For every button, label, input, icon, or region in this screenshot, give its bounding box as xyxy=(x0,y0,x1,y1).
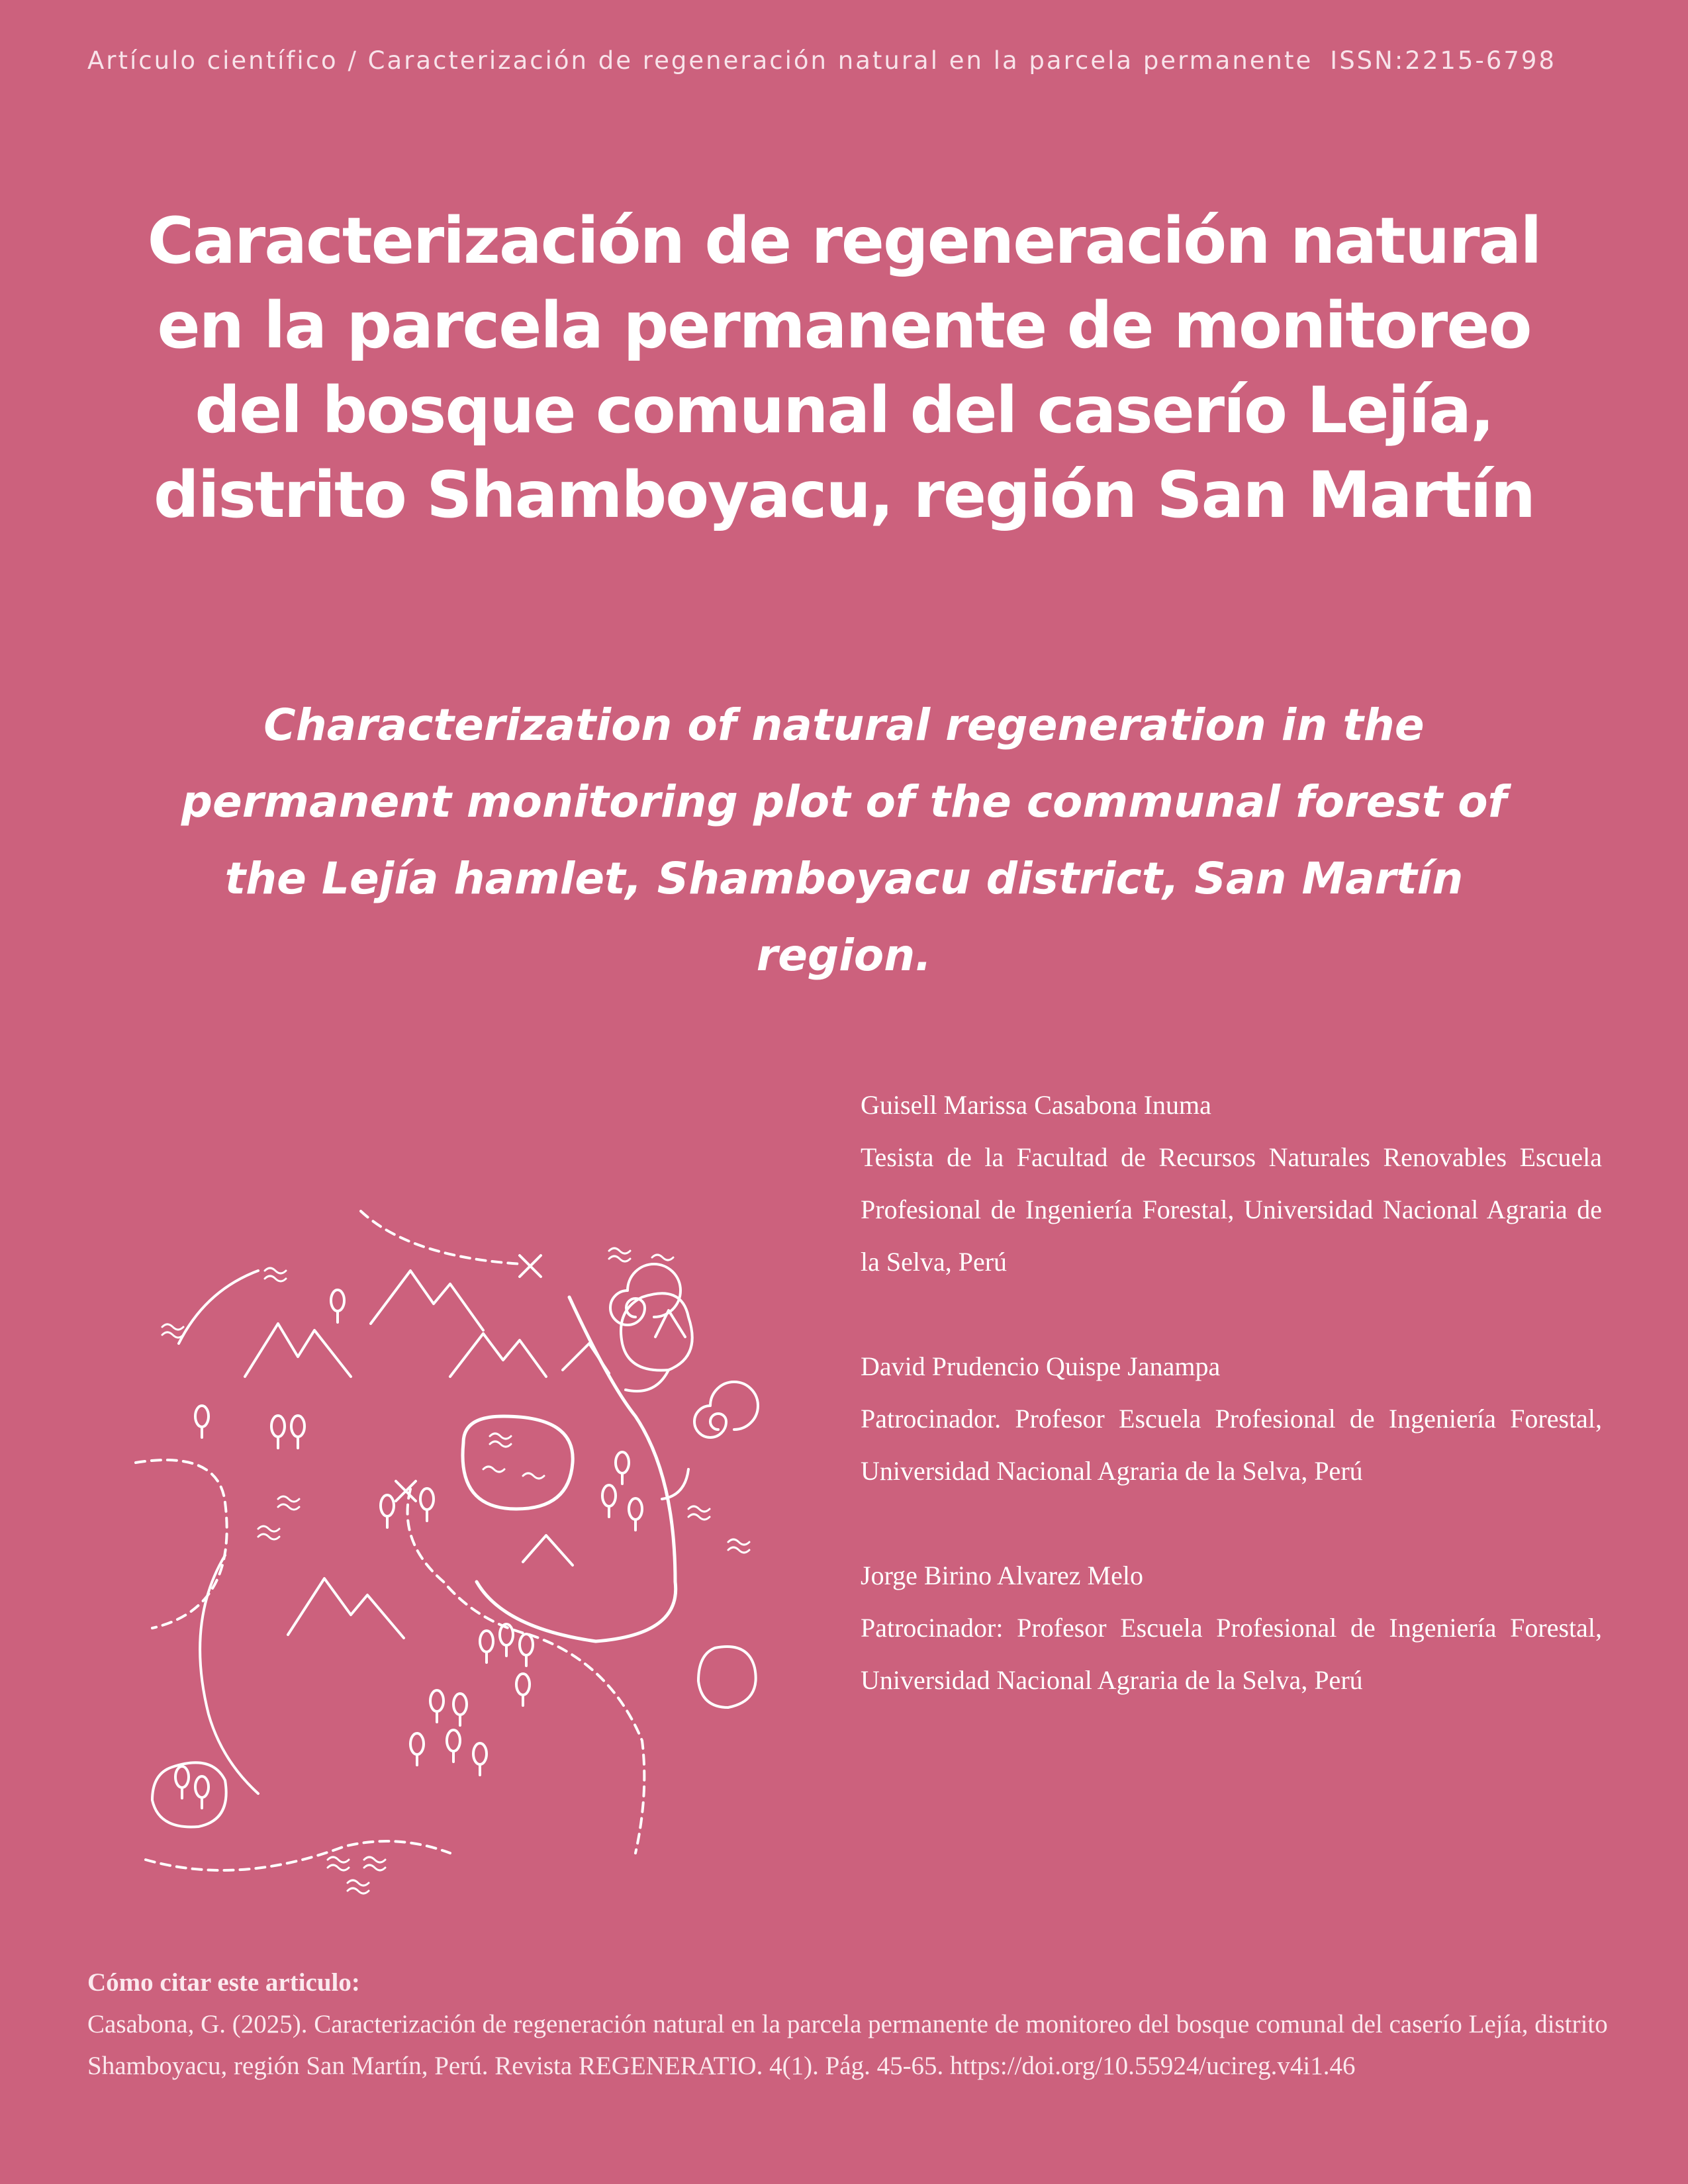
running-header xyxy=(87,46,1610,75)
author-name: Guisell Marissa Casabona Inuma xyxy=(861,1090,1211,1120)
author-affiliation: Patrocinador. Profesor Escuela Profesional de Ingeniería Forestal, Universidad Nacional Agraria de la Selva, Perú xyxy=(861,1404,1602,1486)
issn: ISSN:2215-6798 xyxy=(1330,46,1556,75)
author-entry xyxy=(861,1340,1602,1497)
author-affiliation: Tesista de la Facultad de Recursos Naturales Renovables Escuela Profesional de Ingeniería Forestal, Universidad Nacional Agraria de la Selva, Perú xyxy=(861,1142,1602,1277)
article-title-english: Characterization of natural regeneration in the permanent monitoring plot of the communal forest of the Lejía hamlet, Shamboyacu district, San Martín region. xyxy=(181,700,1507,981)
author-name: David Prudencio Quispe Janampa xyxy=(861,1351,1221,1381)
author-name: Jorge Birino Alvarez Melo xyxy=(861,1561,1143,1590)
article-title-spanish: Caracterización de regeneración natural en la parcela permanente de monitoreo del bosque comunal del caserío Lejía, distrito Shamboyacu, región San Martín xyxy=(147,204,1541,532)
hand-drawn-map-icon xyxy=(132,1198,768,1899)
citation-label: Cómo citar este articulo: xyxy=(87,1968,360,1997)
author-list xyxy=(861,1079,1602,1758)
citation-block xyxy=(87,1962,1610,2087)
author-entry xyxy=(861,1079,1602,1288)
author-affiliation: Patrocinador: Profesor Escuela Profesional de Ingeniería Forestal, Universidad Nacional Agraria de la Selva, Perú xyxy=(861,1613,1602,1695)
running-title: Artículo científico / Caracterización de regeneración natural en la parcela permanente xyxy=(87,46,1313,75)
citation-text: Casabona, G. (2025). Caracterización de regeneración natural en la parcela permanente de monitoreo del bosque comunal del caserío Lejía, distrito Shamboyacu, región San Martín, Perú. Revista REGENERATIO. 4(1). Pág. 45-65. https://doi.org/10.55924/ucireg.v4i1.46 xyxy=(87,2010,1608,2080)
author-entry xyxy=(861,1549,1602,1706)
